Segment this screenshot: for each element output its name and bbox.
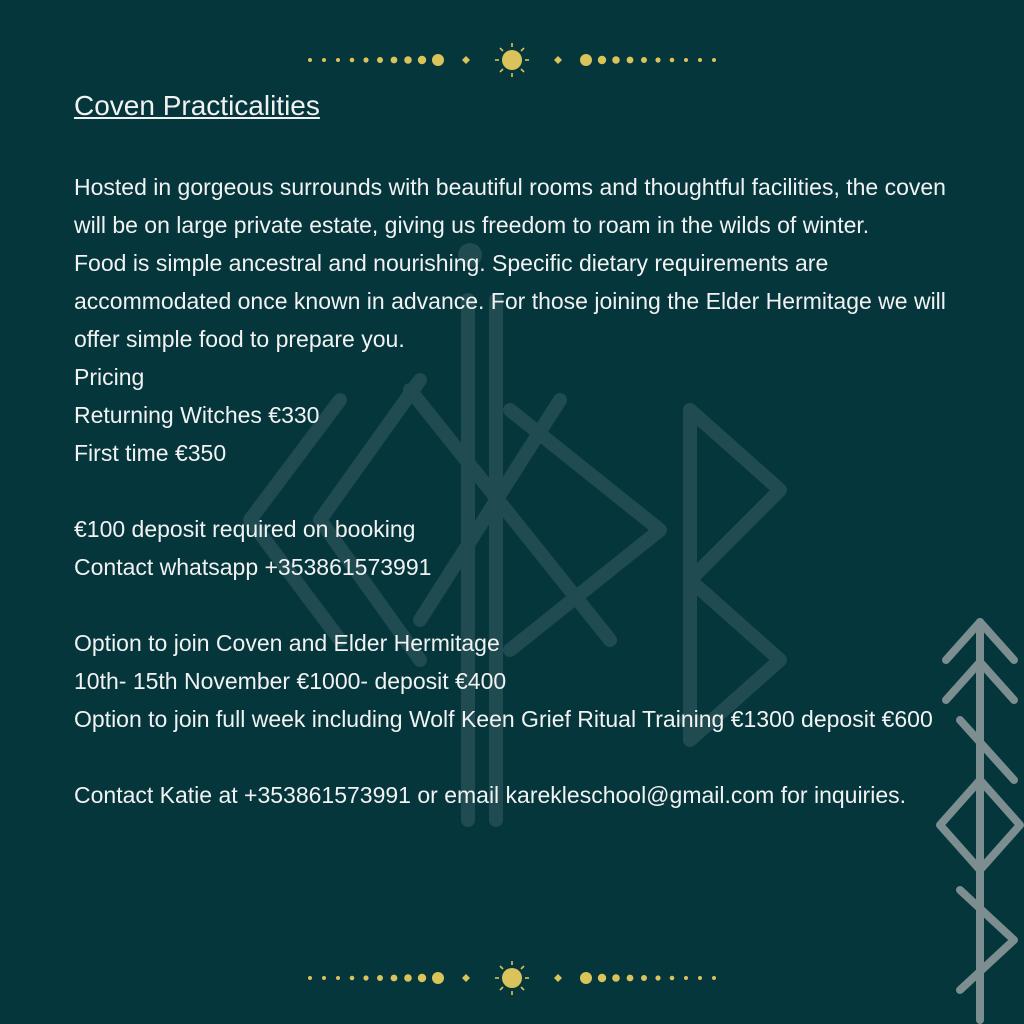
deposit-text: €100 deposit required on booking — [74, 516, 416, 542]
option-coven-hermitage: Option to join Coven and Elder Hermitage — [74, 630, 500, 656]
page-title: Coven Practicalities — [74, 90, 320, 121]
moon-sun-ornament-icon — [300, 40, 724, 80]
whatsapp-contact: Contact whatsapp +353861573991 — [74, 554, 432, 580]
pricing-heading: Pricing — [74, 364, 145, 390]
option-coven-hermitage-details: 10th- 15th November €1000- deposit €400 — [74, 668, 507, 694]
contact-info: Contact Katie at +353861573991 or email karekleschool@gmail.com for inquiries. — [74, 782, 906, 808]
price-returning: Returning Witches €330 — [74, 402, 320, 428]
content-body — [74, 86, 954, 814]
moon-sun-ornament-icon — [300, 958, 724, 998]
option-full-week: Option to join full week including Wolf Keen Grief Ritual Training €1300 deposit €600 — [74, 706, 933, 732]
food-paragraph: Food is simple ancestral and nourishing. Specific dietary requirements are accommodated once known in advance. For those joining the Elder Hermitage we will offer simple food to prepare you. — [74, 250, 953, 352]
price-first-time: First time €350 — [74, 440, 227, 466]
venue-paragraph: Hosted in gorgeous surrounds with beautiful rooms and thoughtful facilities, the coven will be on large private estate, giving us freedom to roam in the wilds of winter. — [74, 174, 953, 238]
